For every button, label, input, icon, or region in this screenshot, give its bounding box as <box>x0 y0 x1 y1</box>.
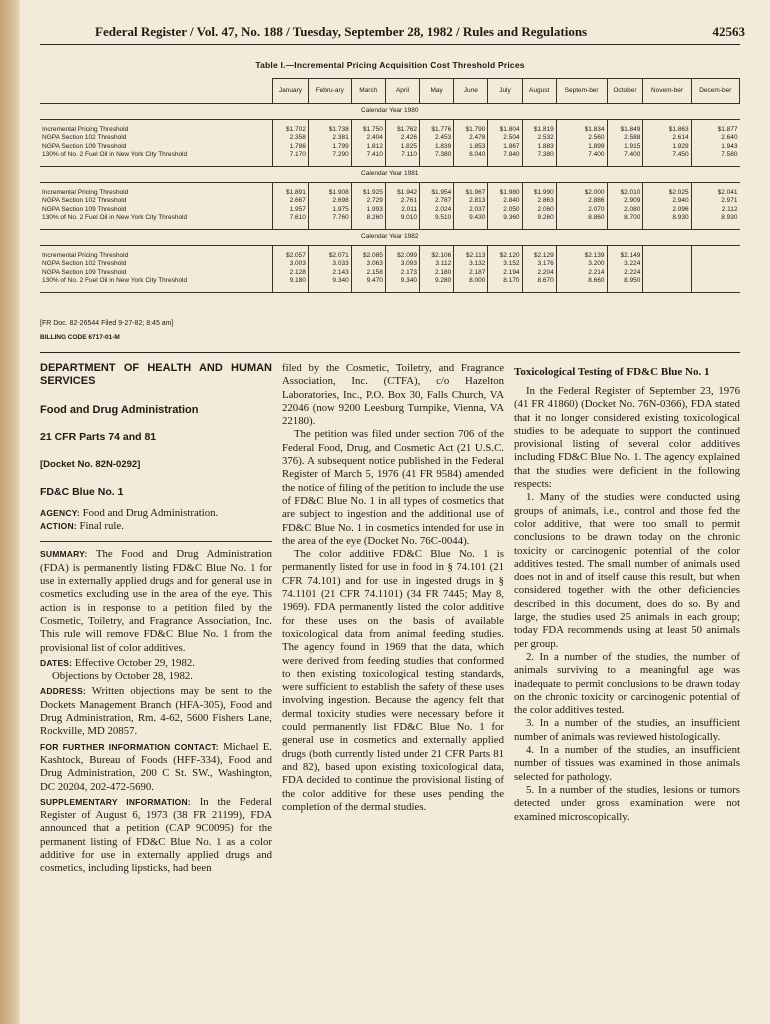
year-row <box>40 166 740 182</box>
action-line: ACTION: Final rule. <box>40 520 124 533</box>
price-value: $1.990 <box>533 188 554 196</box>
fr-doc-note: [FR Doc. 82-26544 Filed 9-27-82; 8:45 am] <box>40 320 174 327</box>
price-value: 9.010 <box>400 214 418 222</box>
price-value: 2.478 <box>469 134 486 142</box>
month-values-cell <box>385 182 419 229</box>
price-value: 2.204 <box>537 268 554 276</box>
month-values-cell <box>691 182 739 229</box>
price-value: $1.804 <box>499 125 520 133</box>
month-values-cell <box>643 182 691 229</box>
cfr-parts: 21 CFR Parts 74 and 81 <box>40 431 157 443</box>
row-label: NGPA Section 102 Threshold <box>42 197 127 205</box>
price-value: 1.929 <box>672 142 689 150</box>
agency-heading: Food and Drug Administration <box>40 404 199 416</box>
price-value <box>694 252 738 261</box>
price-value: 9.280 <box>434 277 452 285</box>
price-value: $1.819 <box>533 125 554 133</box>
section-rule <box>40 352 740 353</box>
row-label: Incremental Pricing Threshold <box>42 125 129 133</box>
price-value: 9.260 <box>537 214 554 222</box>
month-header: January <box>273 79 309 104</box>
price-value: 7.170 <box>289 151 306 159</box>
month-header: June <box>454 79 488 104</box>
threshold-group-row <box>40 182 740 229</box>
dates-line: DATES: Effective October 29, 1982. <box>40 656 195 669</box>
price-value: $1.790 <box>465 125 486 133</box>
col2-paragraph-2: The petition was filed under section 706 of the Federal Food, Drug, and Cosmetic Act (21 U.S.C. 376). A subsequent notice published in the Federal Register of March 5, 1976 (41 FR 9584) amended the notice of filing of the petition to include the use of FD&C Blue No. 1 in all types of cosmetics that are subject to ingestion and the additional use of FD&C Blue No. 1 in cosmetics intended for use in the area of the eye (Docket No. 76C-0044). <box>282 428 504 547</box>
price-value: 2.453 <box>434 134 452 142</box>
price-value: $1.954 <box>431 188 452 196</box>
price-value: 2.096 <box>672 205 689 213</box>
price-value: 3.132 <box>469 260 486 268</box>
price-value <box>645 252 688 261</box>
month-values-cell <box>643 119 691 166</box>
price-value: 2.060 <box>537 205 554 213</box>
month-header: July <box>488 79 522 104</box>
price-value: 2.813 <box>469 197 486 205</box>
price-value: 1.825 <box>400 142 418 150</box>
price-value: 7.580 <box>721 151 738 159</box>
month-values-cell <box>488 245 522 292</box>
price-value: $1.908 <box>328 188 349 196</box>
month-header: May <box>420 79 454 104</box>
month-header: October <box>607 79 643 104</box>
price-value: 9.470 <box>366 277 383 285</box>
row-label: Incremental Pricing Threshold <box>42 188 129 196</box>
price-value: $1.738 <box>328 125 349 133</box>
month-values-cell <box>308 245 351 292</box>
month-values-cell <box>454 119 488 166</box>
price-value: $1.762 <box>397 125 418 133</box>
month-values-cell <box>607 182 643 229</box>
price-value: 1.799 <box>332 142 349 150</box>
month-values-cell <box>454 182 488 229</box>
price-value: 2.863 <box>537 197 554 205</box>
year-row <box>40 229 740 245</box>
objections-line: Objections by October 28, 1982. <box>52 670 193 683</box>
price-value: 2.971 <box>721 197 738 205</box>
price-value: 8.040 <box>469 151 486 159</box>
price-value: 3.093 <box>400 260 418 268</box>
price-value: $1.776 <box>431 125 452 133</box>
month-values-cell <box>522 245 556 292</box>
price-value: 7.610 <box>289 214 306 222</box>
price-value: 2.614 <box>672 134 689 142</box>
price-value: 2.667 <box>289 197 306 205</box>
month-values-cell <box>556 245 607 292</box>
price-value <box>694 269 738 278</box>
price-value: 2.787 <box>434 197 452 205</box>
price-value: 8.930 <box>672 214 689 222</box>
price-value: $1.877 <box>717 125 738 133</box>
threshold-group-row <box>40 245 740 292</box>
col3-paragraph-2: 1. Many of the studies were conducted using groups of animals, i.e., control and those fed the color additive, that were too small to permit conclusions to be drawn today on the chronic toxicity or carcinogenic potential of the color additives tested. The small number of animals used does not in and of itself cause this result, but when considered together with the other deficiencies described in this document, does do so. By and large, the studies used 25 animals in each group; today FDA recommends using at least 50 animals per group. <box>514 491 740 650</box>
month-header: March <box>351 79 385 104</box>
price-value: 1.839 <box>434 142 452 150</box>
price-value <box>645 260 688 269</box>
month-values-cell <box>691 245 739 292</box>
price-value: 2.037 <box>469 205 486 213</box>
col3-paragraph-1: In the Federal Register of September 23, 1976 (41 FR 41860) (Docket No. 76N-0366), FDA stated that it no longer considered existing toxicological studies to be adequate to support the continued provisional listing of several color additives including FD&C Blue No. 1. The agency explained that the studies were deficient in the following respects: <box>514 385 740 491</box>
price-value: 2.532 <box>537 134 554 142</box>
price-value: 3.003 <box>289 260 306 268</box>
price-value: 7.840 <box>503 151 520 159</box>
page-binding-edge <box>0 0 22 1024</box>
price-value: $2.113 <box>465 251 486 259</box>
price-value: 2.180 <box>434 268 452 276</box>
price-value: 2.070 <box>588 205 605 213</box>
summary-paragraph: SUMMARY: The Food and Drug Administration (FDA) is permanently listing FD&C Blue No. 1 for use in externally applied drugs and for general use in cosmetics excluding use in the area of the eye. This action is in response to a petition filed by the Cosmetic, Toiletry, and Fragrance Association, Inc. This rule will remove FD&C Blue No. 1 from the provisional list of color additives. <box>40 548 272 654</box>
price-value: 1.943 <box>721 142 738 150</box>
threshold-group-row <box>40 119 740 166</box>
price-value: 2.128 <box>289 268 306 276</box>
price-value: 2.024 <box>434 205 452 213</box>
price-value: 7.760 <box>332 214 349 222</box>
price-value <box>694 260 738 269</box>
price-value: 7.290 <box>332 151 349 159</box>
price-value: $1.942 <box>397 188 418 196</box>
docket-number: [Docket No. 82N-0292] <box>40 459 141 471</box>
supplementary-paragraph: SUPPLEMENTARY INFORMATION: In the Federal Register of August 6, 1973 (38 FR 21199), FDA announced that a petition (CAP 9C0095) for the permanent listing of FD&C Blue No. 1 as a color additive for use in externally applied drugs and cosmetics, including lipsticks, had been <box>40 795 272 875</box>
price-value: 2.840 <box>503 197 520 205</box>
price-value: 2.504 <box>503 134 520 142</box>
row-label: NGPA Section 109 Threshold <box>42 142 127 150</box>
row-label: 130% of No. 2 Fuel Oil in New York City Threshold <box>42 151 188 159</box>
price-value: 8.260 <box>366 214 383 222</box>
price-value: 2.194 <box>503 268 520 276</box>
price-value: 8.930 <box>721 214 738 222</box>
address-paragraph: ADDRESS: Written objections may be sent to the Dockets Management Branch (HFA-305), Food and Drug Administration, Rm. 4-62, 5600 Fishers Lane, Rockville, MD 20857. <box>40 685 272 738</box>
row-label: NGPA Section 109 Threshold <box>42 205 127 213</box>
month-values-cell <box>522 182 556 229</box>
label-header <box>40 79 273 104</box>
price-value: 9.430 <box>469 214 486 222</box>
running-title: Federal Register / Vol. 47, No. 188 / Tuesday, September 28, 1982 / Rules and Regulations <box>95 24 588 39</box>
price-value: 3.224 <box>624 260 641 268</box>
year-row <box>40 104 740 120</box>
price-value: 8.170 <box>503 277 520 285</box>
price-value: 2.381 <box>332 134 349 142</box>
month-values-cell <box>522 119 556 166</box>
price-value: 2.158 <box>366 268 383 276</box>
price-value: 2.698 <box>332 197 349 205</box>
price-value: 1.853 <box>469 142 486 150</box>
row-label: NGPA Section 109 Threshold <box>42 268 127 276</box>
col2-paragraph-3: The color additive FD&C Blue No. 1 is permanently listed for use in food in § 74.101 (21 CFR 74.101) and for use in ingested drugs in § 74.1101 (21 CFR 74.1101) (34 FR 7445; May 8, 1969). FDA permanently listed the color additive for these uses on the basis of available toxicological data from animal feeding studies. The agency found in 1969 that the data, which were derived from feeding studies that conformed to then existing toxicological testing standards, were sufficient to establish the safety of these uses involving ingestion. Because the agency felt that dermal toxicity studies were necessary before it could permanently list FD&C Blue No. 1 for general use in cosmetics and externally applied drugs (both currently listed under 21 CFR Parts 81 and 82), based upon existing toxicological data, FDA decided to continue the provisional listing of the color additive for these uses pending the completion of the dermal studies. <box>282 548 504 813</box>
running-head <box>95 24 745 40</box>
price-value: 7.400 <box>588 151 605 159</box>
price-value: $2.149 <box>620 251 641 259</box>
month-values-cell <box>385 119 419 166</box>
price-value <box>645 269 688 278</box>
price-value: 8.700 <box>624 214 641 222</box>
month-values-cell <box>556 182 607 229</box>
row-label: NGPA Section 102 Threshold <box>42 260 127 268</box>
month-values-cell <box>420 245 454 292</box>
month-header-row <box>40 79 740 104</box>
price-value: $2.010 <box>620 188 641 196</box>
price-value: 2.050 <box>503 205 520 213</box>
month-header: April <box>385 79 419 104</box>
price-value: $2.025 <box>668 188 689 196</box>
year-label: Calendar Year 1980 <box>40 104 740 120</box>
price-value: $1.834 <box>584 125 605 133</box>
row-labels <box>40 119 273 166</box>
price-value: 2.404 <box>366 134 383 142</box>
price-value: $1.891 <box>285 188 306 196</box>
month-values-cell <box>351 245 385 292</box>
price-value: 8.950 <box>624 277 641 285</box>
month-values-cell <box>488 119 522 166</box>
price-value: 7.380 <box>537 151 554 159</box>
price-value: 2.940 <box>672 197 689 205</box>
month-values-cell <box>556 119 607 166</box>
price-value: $2.120 <box>499 251 520 259</box>
price-value: $1.863 <box>668 125 689 133</box>
price-value: 7.110 <box>401 151 418 159</box>
month-values-cell <box>273 182 309 229</box>
month-values-cell <box>643 245 691 292</box>
month-values-cell <box>308 182 351 229</box>
price-value: 3.063 <box>366 260 383 268</box>
price-value: 8.000 <box>469 277 486 285</box>
price-value: 1.957 <box>289 205 306 213</box>
separator <box>40 541 272 542</box>
price-value: 8.660 <box>588 277 605 285</box>
price-value: 3.112 <box>435 260 452 268</box>
price-value: $1.702 <box>285 125 306 133</box>
month-values-cell <box>351 119 385 166</box>
price-value: 9.340 <box>400 277 418 285</box>
col3-paragraph-6: 5. In a number of the studies, lesions or tumors detected under gross examination were not examined microscopically. <box>514 783 740 823</box>
agency-line: AGENCY: Food and Drug Administration. <box>40 506 219 519</box>
department-heading: DEPARTMENT OF HEALTH AND HUMAN SERVICES <box>40 362 272 387</box>
column-1 <box>40 362 272 876</box>
price-value: $1.750 <box>362 125 383 133</box>
row-labels <box>40 182 273 229</box>
billing-code: BILLING CODE 6717-01-M <box>40 334 120 341</box>
price-value: 1.975 <box>332 205 349 213</box>
price-value: 7.380 <box>434 151 452 159</box>
col3-paragraph-5: 4. In a number of the studies, an insufficient number of tissues was examined in those animals selected for pathology. <box>514 744 740 783</box>
month-values-cell <box>607 245 643 292</box>
month-values-cell <box>454 245 488 292</box>
price-value: $2.041 <box>717 188 738 196</box>
col3-paragraph-4: 3. In a number of the studies, an insufficient number of animals was reviewed histologically. <box>514 717 740 743</box>
price-value: $2.085 <box>362 251 383 259</box>
col2-paragraph-1: filed by the Cosmetic, Toiletry, and Fragrance Association, Inc. (CTFA), c/o Hazelton Laboratories, Inc., P.O. Box 30, Falls Church, VA 22046 (now 9200 Leesburg Turnpike, Vienna, VA 22180). <box>282 362 504 428</box>
month-header: Novem-ber <box>643 79 691 104</box>
month-values-cell <box>420 182 454 229</box>
price-value: 9.360 <box>503 214 520 222</box>
price-value: 1.899 <box>588 142 605 150</box>
year-label: Calendar Year 1981 <box>40 166 740 182</box>
price-value: 8.860 <box>588 214 605 222</box>
price-value: 3.200 <box>588 260 605 268</box>
price-value: $2.139 <box>584 251 605 259</box>
year-label: Calendar Year 1982 <box>40 229 740 245</box>
price-value: $1.967 <box>465 188 486 196</box>
price-value: $1.925 <box>362 188 383 196</box>
price-value: 2.358 <box>289 134 306 142</box>
price-value: 2.112 <box>721 205 738 213</box>
row-label: NGPA Section 102 Threshold <box>42 134 127 142</box>
price-value: 9.340 <box>332 277 349 285</box>
price-value <box>694 277 738 286</box>
price-value: 1.812 <box>366 142 383 150</box>
price-value: 1.993 <box>366 205 383 213</box>
threshold-price-table <box>40 78 740 293</box>
column-2 <box>282 362 504 814</box>
price-value: 3.176 <box>537 260 554 268</box>
row-label: 130% of No. 2 Fuel Oil in New York City Threshold <box>42 277 188 285</box>
price-value: 2.886 <box>588 197 605 205</box>
price-value: 9.510 <box>434 214 452 222</box>
month-values-cell <box>351 182 385 229</box>
row-labels <box>40 245 273 292</box>
month-header: Febru-ary <box>308 79 351 104</box>
price-value: 2.224 <box>624 268 641 276</box>
row-label: Incremental Pricing Threshold <box>42 251 129 259</box>
price-value: $2.057 <box>285 251 306 259</box>
page-number: 42563 <box>712 24 745 39</box>
top-rule <box>40 44 740 45</box>
price-value: 2.214 <box>588 268 605 276</box>
month-values-cell <box>385 245 419 292</box>
month-values-cell <box>607 119 643 166</box>
price-value: 2.761 <box>400 197 418 205</box>
price-value: 3.152 <box>503 260 520 268</box>
price-value: 2.588 <box>624 134 641 142</box>
price-value: 2.143 <box>332 268 349 276</box>
price-value: $2.129 <box>533 251 554 259</box>
month-values-cell <box>488 182 522 229</box>
price-value: $2.099 <box>397 251 418 259</box>
price-value: 2.640 <box>721 134 738 142</box>
price-value: 2.173 <box>400 268 418 276</box>
price-value: $1.849 <box>620 125 641 133</box>
month-values-cell <box>691 119 739 166</box>
month-values-cell <box>273 245 309 292</box>
price-value: 2.426 <box>400 134 418 142</box>
price-value: 2.011 <box>401 205 418 213</box>
toxicology-heading: Toxicological Testing of FD&C Blue No. 1 <box>514 366 710 378</box>
price-value: 2.729 <box>366 197 383 205</box>
row-label: 130% of No. 2 Fuel Oil in New York City Threshold <box>42 214 188 222</box>
table-title: Table I.—Incremental Pricing Acquisition Cost Threshold Prices <box>255 60 525 70</box>
price-value: $1.980 <box>499 188 520 196</box>
price-value: 8.670 <box>537 277 554 285</box>
price-value: 1.915 <box>624 142 641 150</box>
price-value: 3.033 <box>332 260 349 268</box>
price-value: 1.867 <box>503 142 520 150</box>
price-value: 2.080 <box>624 205 641 213</box>
price-value: 1.786 <box>289 142 306 150</box>
rule-subject: FD&C Blue No. 1 <box>40 485 124 498</box>
month-header: August <box>522 79 556 104</box>
contact-paragraph: FOR FURTHER INFORMATION CONTACT: Michael E. Kashtock, Bureau of Foods (HFF-334), Food and Drug Administration, 200 C St. SW., Washington, DC 20204, 202-472-5690. <box>40 740 272 793</box>
month-values-cell <box>420 119 454 166</box>
column-3 <box>514 362 740 824</box>
price-value: 2.560 <box>588 134 605 142</box>
price-value: 7.410 <box>366 151 383 159</box>
month-header: Decem-ber <box>691 79 739 104</box>
month-values-cell <box>273 119 309 166</box>
price-value: 7.400 <box>624 151 641 159</box>
price-value: 2.187 <box>469 268 486 276</box>
price-value: 9.180 <box>289 277 306 285</box>
month-header: Septem-ber <box>556 79 607 104</box>
month-values-cell <box>308 119 351 166</box>
price-value: $2.106 <box>431 251 452 259</box>
price-value: 1.883 <box>537 142 554 150</box>
price-value: $2.071 <box>328 251 349 259</box>
col3-paragraph-3: 2. In a number of the studies, the number of animals surviving to a meaningful age was inadequate to permit conclusions to be drawn today on the chronic toxicity or carcinogenic potential of the color additives tested. <box>514 650 740 717</box>
price-value <box>645 277 688 286</box>
price-value: 2.909 <box>624 197 641 205</box>
price-value: $2.000 <box>584 188 605 196</box>
price-value: 7.450 <box>672 151 689 159</box>
